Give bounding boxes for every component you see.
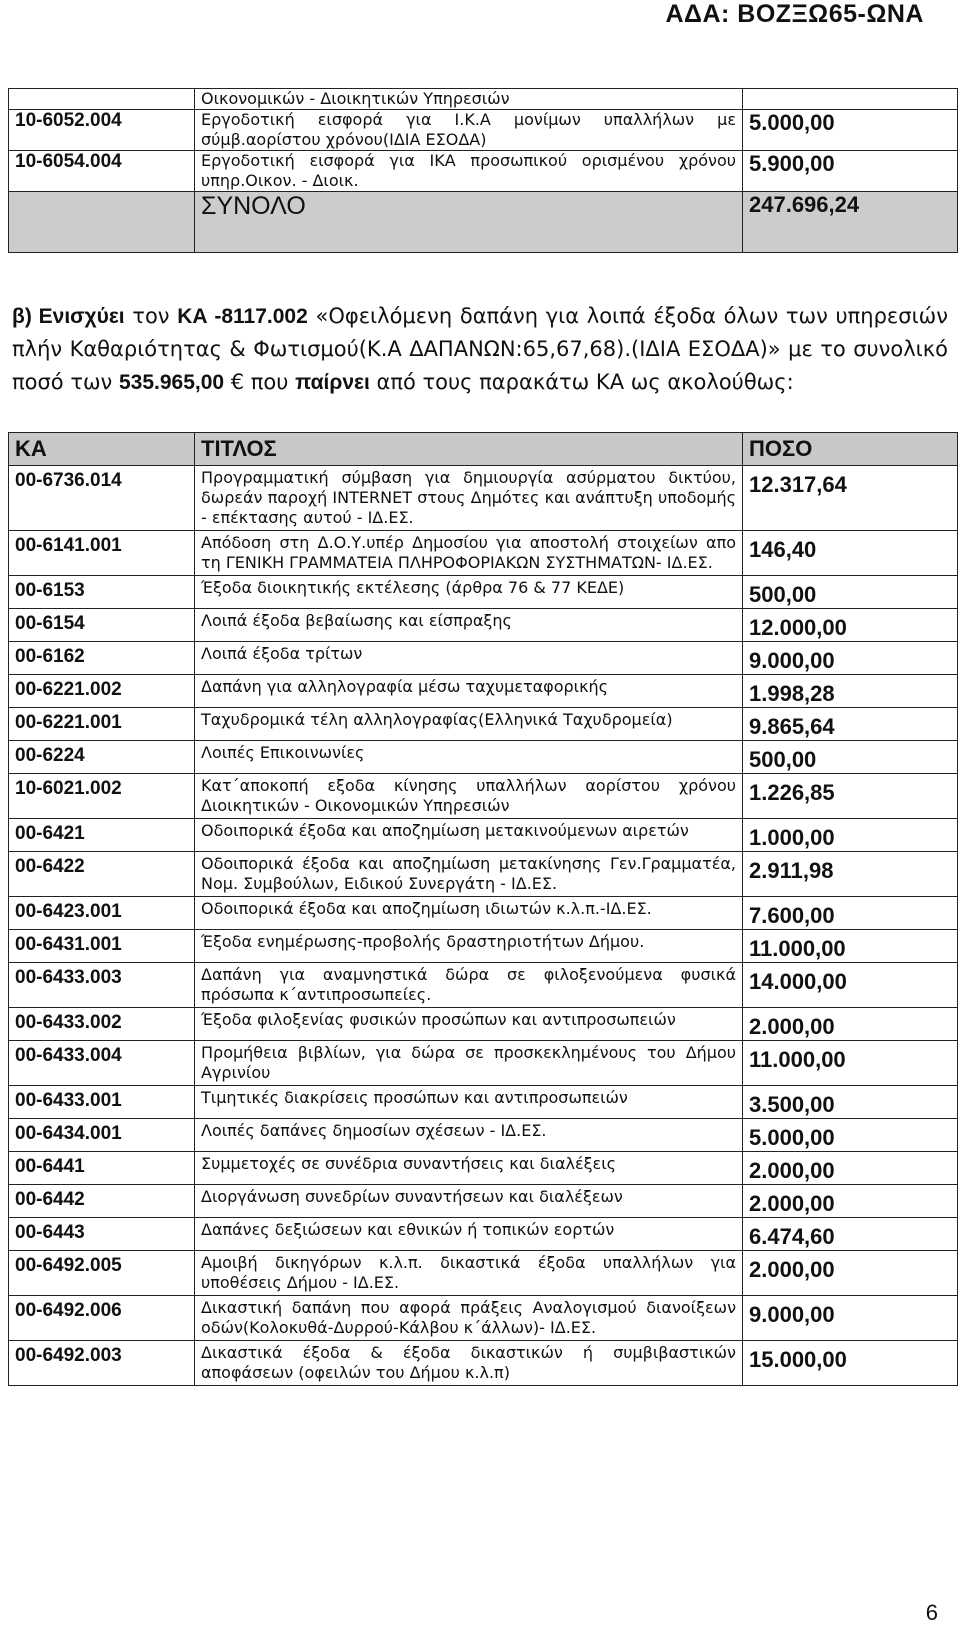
table-row xyxy=(9,1218,958,1251)
row-title: Οδοιπορικά έξοδα και αποζημίωση ιδιωτών κ.λ.π.-ΙΔ.ΕΣ. xyxy=(195,897,743,930)
table-row xyxy=(9,1296,958,1341)
row-title: Δαπάνη για αναμνηστικά δώρα σε φιλοξενούμενα φυσικά πρόσωπα κ΄αντιπροσωπείες. xyxy=(195,963,743,1008)
row-amount: 5.000,00 xyxy=(743,1119,958,1152)
ada-code: ΑΔΑ: ΒΟΖΞΩ65-ΩΝΑ xyxy=(665,0,924,28)
account-code: 00-6492.005 xyxy=(9,1251,195,1296)
row-title: Κατ΄αποκοπή εξοδα κίνησης υπαλλήλων αορίστου χρόνου Διοικητικών - Οικονομικών Υπηρεσιών xyxy=(195,774,743,819)
row-title: Δαπάνη για αλληλογραφία μέσω ταχυμεταφορικής xyxy=(195,675,743,708)
row-title: Εργοδοτική εισφορά για Ι.Κ.Α μονίμων υπαλλήλων με σύμβ.αορίστου χρόνου(ΙΔΙΑ ΕΣΟΔΑ) xyxy=(195,110,743,151)
row-title: Έξοδα ενημέρωσης-προβολής δραστηριοτήτων Δήμου. xyxy=(195,930,743,963)
para-takes: παίρνει xyxy=(295,371,370,394)
row-amount: 9.000,00 xyxy=(743,1296,958,1341)
table-row xyxy=(9,1185,958,1218)
row-title: Έξοδα φιλοξενίας φυσικών προσώπων και αντιπροσωπειών xyxy=(195,1008,743,1041)
account-code: 00-6433.001 xyxy=(9,1086,195,1119)
table-row xyxy=(9,89,958,110)
table-row xyxy=(9,110,958,151)
row-title: Δικαστικά έξοδα & έξοδα δικαστικών ή συμβιβαστικών αποφάσεων (οφειλών του Δήμου κ.λ.π) xyxy=(195,1341,743,1386)
row-title: Οικονομικών - Διοικητικών Υπηρεσιών xyxy=(195,89,743,110)
total-empty-cell xyxy=(9,192,195,253)
table-row xyxy=(9,1251,958,1296)
para-text-4: από τους παρακάτω ΚΑ ως ακολούθως: xyxy=(369,370,794,394)
total-amount: 247.696,24 xyxy=(743,192,958,253)
row-title: Λοιπές δαπάνες δημοσίων σχέσεων - ΙΔ.ΕΣ. xyxy=(195,1119,743,1152)
row-title: Έξοδα διοικητικής εκτέλεσης (άρθρα 76 & 77 ΚΕΔΕ) xyxy=(195,576,743,609)
account-code xyxy=(9,89,195,110)
account-code: 00-6736.014 xyxy=(9,466,195,531)
total-row xyxy=(9,192,958,253)
row-amount: 11.000,00 xyxy=(743,930,958,963)
row-amount: 3.500,00 xyxy=(743,1086,958,1119)
account-code: 00-6433.004 xyxy=(9,1041,195,1086)
table-row xyxy=(9,741,958,774)
row-title: Απόδοση στη Δ.Ο.Υ.υπέρ Δημοσίου για αποστολή στοιχείων απο τη ΓΕΝΙΚΗ ΓΡΑΜΜΑΤΕΙΑ ΠΛΗΡΟΦΟΡΙΑΚΩΝ ΣΥΣΤΗΜΑΤΩΝ- ΙΔ.ΕΣ. xyxy=(195,531,743,576)
row-amount: 2.000,00 xyxy=(743,1152,958,1185)
header-amount: ΠΟΣΟ xyxy=(743,433,958,466)
account-code: 00-6434.001 xyxy=(9,1119,195,1152)
account-code: 00-6443 xyxy=(9,1218,195,1251)
table-row xyxy=(9,963,958,1008)
para-clause: β) Ενισχύει xyxy=(12,305,125,328)
table-row xyxy=(9,531,958,576)
row-amount: 12.317,64 xyxy=(743,466,958,531)
account-code: 00-6224 xyxy=(9,741,195,774)
row-title: Δικαστική δαπάνη που αφορά πράξεις Αναλογισμού διανοίξεων οδών(Κολοκυθά-Δυρρού-Κάλβου κ΄άλλων)- ΙΔ.ΕΣ. xyxy=(195,1296,743,1341)
account-code: 00-6141.001 xyxy=(9,531,195,576)
row-amount: 15.000,00 xyxy=(743,1341,958,1386)
table-row xyxy=(9,466,958,531)
account-code: 00-6492.003 xyxy=(9,1341,195,1386)
para-text-1: τον xyxy=(124,304,178,328)
top-budget-table xyxy=(8,88,958,253)
account-code: 00-6154 xyxy=(9,609,195,642)
account-code: 10-6054.004 xyxy=(9,151,195,192)
row-amount: 1.000,00 xyxy=(743,819,958,852)
table-row xyxy=(9,1041,958,1086)
account-code: 00-6492.006 xyxy=(9,1296,195,1341)
table-row xyxy=(9,1119,958,1152)
row-amount: 11.000,00 xyxy=(743,1041,958,1086)
table-row xyxy=(9,897,958,930)
account-code: 10-6052.004 xyxy=(9,110,195,151)
para-total-amount: 535.965,00 xyxy=(118,371,225,394)
row-amount: 1.226,85 xyxy=(743,774,958,819)
row-amount: 6.474,60 xyxy=(743,1218,958,1251)
row-amount: 146,40 xyxy=(743,531,958,576)
table-row xyxy=(9,576,958,609)
row-title: Λοιπά έξοδα τρίτων xyxy=(195,642,743,675)
row-title: Προγραμματική σύμβαση για δημιουργία ασύρματου δικτύου, δωρεάν παροχή INTERNET στους Δημότες και ανάπτυξη υποδομής - επέκτασης αυτού - ΙΔ.ΕΣ. xyxy=(195,466,743,531)
row-amount: 2.000,00 xyxy=(743,1008,958,1041)
row-amount: 5.900,00 xyxy=(743,151,958,192)
row-title: Αμοιβή δικηγόρων κ.λ.π. δικαστικά έξοδα υπαλλήλων για υποθέσεις Δήμου - ΙΔ.ΕΣ. xyxy=(195,1251,743,1296)
row-amount: 500,00 xyxy=(743,741,958,774)
account-code: 00-6221.002 xyxy=(9,675,195,708)
row-amount: 2.000,00 xyxy=(743,1251,958,1296)
account-code: 00-6162 xyxy=(9,642,195,675)
row-title: Προμήθεια βιβλίων, για δώρα σε προσκεκλημένους του Δήμου Αγρινίου xyxy=(195,1041,743,1086)
account-code: 00-6431.001 xyxy=(9,930,195,963)
account-code: 00-6221.001 xyxy=(9,708,195,741)
table-row xyxy=(9,1086,958,1119)
row-title: Συμμετοχές σε συνέδρια συναντήσεις και διαλέξεις xyxy=(195,1152,743,1185)
table-row xyxy=(9,1152,958,1185)
page-number: 6 xyxy=(925,1600,938,1625)
row-amount: 9.865,64 xyxy=(743,708,958,741)
row-amount: 2.911,98 xyxy=(743,852,958,897)
row-title: Οδοιπορικά έξοδα και αποζημίωση μετακινούμενων αιρετών xyxy=(195,819,743,852)
table-row xyxy=(9,1008,958,1041)
table-row xyxy=(9,819,958,852)
para-account-code: ΚΑ -8117.002 xyxy=(177,305,308,328)
table-header-row xyxy=(9,433,958,466)
account-code: 00-6433.003 xyxy=(9,963,195,1008)
account-code: 00-6421 xyxy=(9,819,195,852)
header-title: ΤΙΤΛΟΣ xyxy=(195,433,743,466)
account-code: 00-6422 xyxy=(9,852,195,897)
table-row xyxy=(9,930,958,963)
table-row xyxy=(9,774,958,819)
row-title: Ταχυδρομικά τέλη αλληλογραφίας(Ελληνικά Ταχυδρομεία) xyxy=(195,708,743,741)
account-code: 00-6153 xyxy=(9,576,195,609)
main-budget-table xyxy=(8,432,958,1386)
row-title: Τιμητικές διακρίσεις προσώπων και αντιπροσωπειών xyxy=(195,1086,743,1119)
account-code: 00-6441 xyxy=(9,1152,195,1185)
account-code: 00-6423.001 xyxy=(9,897,195,930)
row-amount: 2.000,00 xyxy=(743,1185,958,1218)
account-code: 00-6442 xyxy=(9,1185,195,1218)
header-code: ΚΑ xyxy=(9,433,195,466)
table-row xyxy=(9,1341,958,1386)
row-title: Λοιπά έξοδα βεβαίωσης και είσπραξης xyxy=(195,609,743,642)
row-amount: 5.000,00 xyxy=(743,110,958,151)
total-label: ΣΥΝΟΛΟ xyxy=(195,192,743,253)
row-amount: 1.998,28 xyxy=(743,675,958,708)
row-title: Εργοδοτική εισφορά για ΙΚΑ προσωπικού ορισμένου χρόνου υπηρ.Οικον. - Διοικ. xyxy=(195,151,743,192)
amendment-paragraph xyxy=(12,300,948,399)
row-amount: 9.000,00 xyxy=(743,642,958,675)
row-amount xyxy=(743,89,958,110)
table-row xyxy=(9,675,958,708)
para-text-3: € που xyxy=(224,370,296,394)
table-row xyxy=(9,609,958,642)
account-code: 10-6021.002 xyxy=(9,774,195,819)
row-amount: 14.000,00 xyxy=(743,963,958,1008)
table-row xyxy=(9,151,958,192)
row-amount: 500,00 xyxy=(743,576,958,609)
table-row xyxy=(9,852,958,897)
table-row xyxy=(9,642,958,675)
table-row xyxy=(9,708,958,741)
account-code: 00-6433.002 xyxy=(9,1008,195,1041)
row-title: Λοιπές Επικοινωνίες xyxy=(195,741,743,774)
para-text-2: «Οφειλόμενη δαπάνη για λοιπά έξοδα όλων των υπηρεσιών πλήν Καθαριότητας & Φωτισμού(Κ.Α ΔΑΠΑΝΩΝ:65,67,68).(ΙΔΙΑ ΕΣΟΔΑ)» με το συνολικό ποσό των xyxy=(12,304,948,394)
row-title: Δαπάνες δεξιώσεων και εθνικών ή τοπικών εορτών xyxy=(195,1218,743,1251)
row-title: Διοργάνωση συνεδρίων συναντήσεων και διαλέξεων xyxy=(195,1185,743,1218)
row-title: Οδοιπορικά έξοδα και αποζημίωση μετακίνησης Γεν.Γραμματέα, Νομ. Συμβούλων, Ειδικού Συνεργάτη - ΙΔ.ΕΣ. xyxy=(195,852,743,897)
row-amount: 7.600,00 xyxy=(743,897,958,930)
row-amount: 12.000,00 xyxy=(743,609,958,642)
